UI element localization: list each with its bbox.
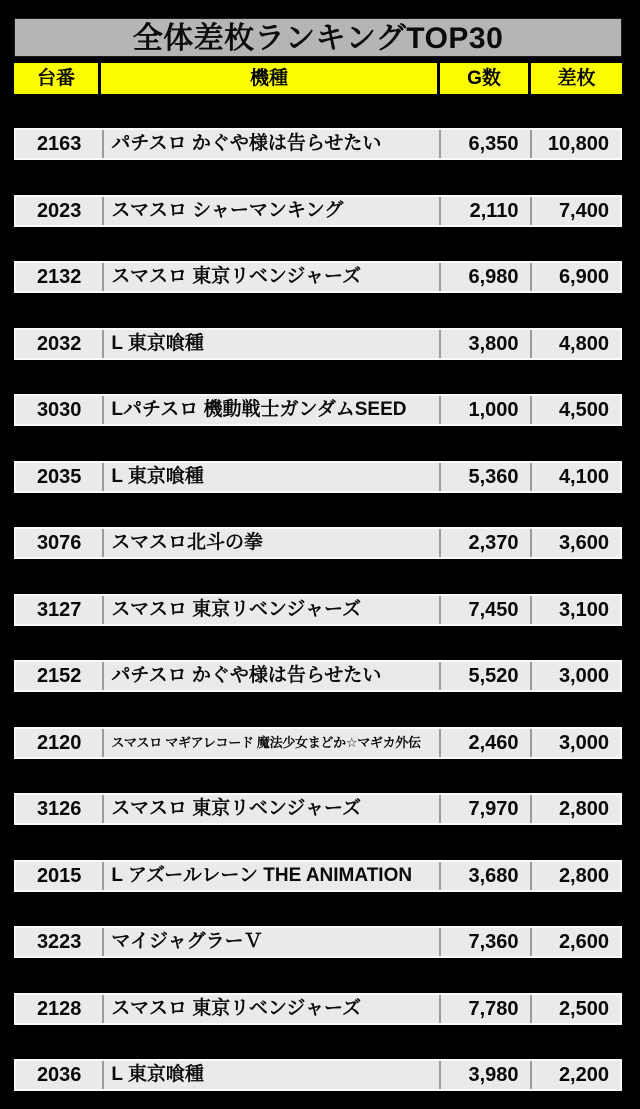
- table-row: [14, 128, 622, 160]
- table-row: [14, 993, 622, 1025]
- table-row: [14, 660, 622, 692]
- machine-number-cell: 3223: [36, 931, 82, 953]
- diff-medals-cell: 10,800: [530, 130, 620, 158]
- machine-model-cell: スマスロ シャーマンキング: [102, 197, 439, 225]
- column-header-machine-number: 台番: [14, 63, 101, 94]
- game-count-cell: 1,000: [439, 396, 529, 424]
- machine-model-cell: スマスロ マギアレコード 魔法少女まどか☆マギカ外伝: [102, 729, 439, 757]
- machine-model-cell: スマスロ 東京リベンジャーズ: [102, 795, 439, 823]
- diff-medals-cell: 4,500: [530, 396, 620, 424]
- machine-model-cell: Lパチスロ 機動戦士ガンダムSEED: [102, 396, 439, 424]
- table-row: [14, 527, 622, 559]
- game-count-cell: 3,680: [439, 862, 529, 890]
- table-row: [14, 594, 622, 626]
- table-row: [14, 394, 622, 426]
- machine-number-cell: 2032: [36, 332, 82, 355]
- machine-number-cell: 3076: [36, 532, 82, 554]
- diff-medals-cell: 2,800: [530, 862, 620, 890]
- machine-number-cell: 3030: [36, 399, 82, 421]
- machine-model-cell: スマスロ 東京リベンジャーズ: [102, 263, 439, 291]
- machine-number-cell: 2132: [36, 266, 82, 288]
- game-count-cell: 7,360: [439, 928, 529, 956]
- game-count-cell: 2,110: [439, 197, 529, 225]
- game-count-cell: 2,460: [439, 729, 529, 757]
- machine-model-cell: スマスロ北斗の拳: [102, 529, 439, 557]
- diff-medals-cell: 6,900: [530, 263, 620, 291]
- table-row: [14, 727, 622, 759]
- diff-medals-cell: 4,100: [530, 463, 620, 491]
- game-count-cell: 6,350: [439, 130, 529, 158]
- game-count-cell: 5,360: [439, 463, 529, 491]
- machine-number-cell: 2128: [36, 997, 82, 1020]
- game-count-cell: 3,800: [439, 330, 529, 358]
- machine-model-cell: スマスロ 東京リベンジャーズ: [102, 596, 439, 624]
- diff-medals-cell: 4,800: [530, 330, 620, 358]
- game-count-cell: 6,980: [439, 263, 529, 291]
- table-row: [14, 860, 622, 892]
- machine-number-cell: 2023: [36, 199, 82, 222]
- table-row: [14, 793, 622, 825]
- ranking-table: [14, 18, 622, 1091]
- game-count-cell: 7,450: [439, 596, 529, 624]
- machine-number-cell: 2036: [36, 1064, 82, 1086]
- game-count-cell: 7,780: [439, 995, 529, 1023]
- machine-model-cell: L 東京喰種: [102, 463, 439, 491]
- game-count-cell: 7,970: [439, 795, 529, 823]
- column-header-game-count: G数: [440, 63, 531, 94]
- diff-medals-cell: 2,500: [530, 995, 620, 1023]
- table-row: [14, 926, 622, 958]
- table-row: [14, 461, 622, 493]
- diff-medals-cell: 3,000: [530, 729, 620, 757]
- machine-number-cell: 2035: [36, 465, 82, 488]
- machine-model-cell: L アズールレーン THE ANIMATION: [102, 862, 439, 890]
- machine-number-cell: 2015: [36, 864, 82, 887]
- diff-medals-cell: 2,600: [530, 928, 620, 956]
- machine-number-cell: 2120: [36, 731, 82, 754]
- machine-model-cell: L 東京喰種: [102, 330, 439, 358]
- table-row: [14, 328, 622, 360]
- machine-number-cell: 3126: [36, 798, 82, 820]
- table-row: [14, 195, 622, 227]
- game-count-cell: 5,520: [439, 662, 529, 690]
- machine-model-cell: パチスロ かぐや様は告らせたい: [102, 130, 439, 158]
- game-count-cell: 2,370: [439, 529, 529, 557]
- machine-model-cell: マイジャグラーＶ: [102, 928, 439, 956]
- table-row: [14, 1059, 622, 1091]
- machine-model-cell: スマスロ 東京リベンジャーズ: [102, 995, 439, 1023]
- game-count-cell: 3,980: [439, 1061, 529, 1089]
- diff-medals-cell: 2,800: [530, 795, 620, 823]
- diff-medals-cell: 3,000: [530, 662, 620, 690]
- machine-model-cell: パチスロ かぐや様は告らせたい: [102, 662, 439, 690]
- diff-medals-cell: 2,200: [530, 1061, 620, 1089]
- diff-medals-cell: 3,600: [530, 529, 620, 557]
- machine-number-cell: 2152: [36, 665, 82, 687]
- machine-model-cell: L 東京喰種: [102, 1061, 439, 1089]
- page-title: 全体差枚ランキングTOP30: [14, 18, 622, 57]
- table-body: [14, 128, 622, 1091]
- machine-number-cell: 2163: [36, 133, 82, 155]
- diff-medals-cell: 3,100: [530, 596, 620, 624]
- machine-number-cell: 3127: [36, 598, 82, 621]
- column-header-diff-medals: 差枚: [531, 63, 622, 94]
- column-header-machine-model: 機種: [101, 63, 440, 94]
- diff-medals-cell: 7,400: [530, 197, 620, 225]
- table-header: [14, 63, 622, 94]
- table-row: [14, 261, 622, 293]
